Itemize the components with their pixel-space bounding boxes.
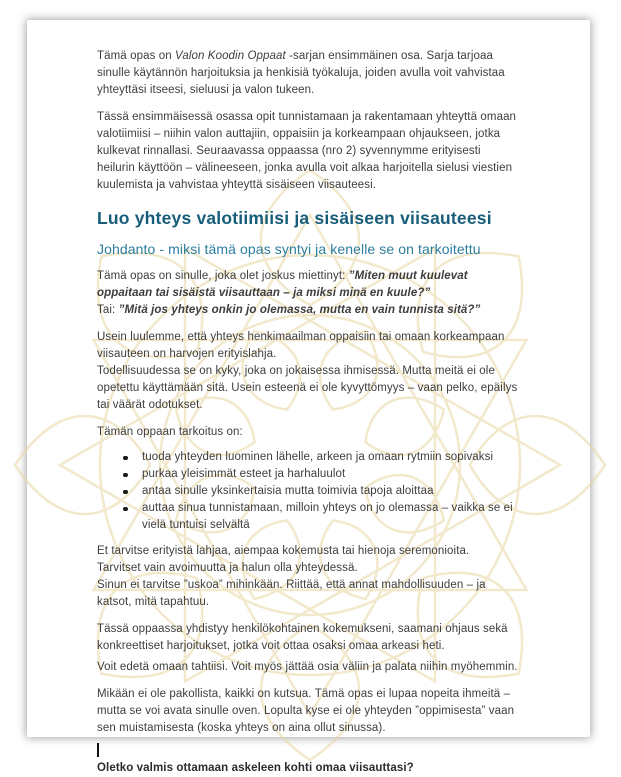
quote-1: ”Miten muut kuulevat oppaitaan tai sisäistä viisauttaan – ja miksi minä en kuule?” bbox=[97, 270, 468, 299]
audience-paragraph bbox=[97, 268, 520, 319]
document-page[interactable] bbox=[27, 20, 590, 774]
no-requirements-paragraph bbox=[97, 543, 520, 611]
invitation-paragraph: Mikään ei ole pakollista, kaikki on kutsua. Tämä opas ei lupaa nopeita ihmeitä – mutta se voi avata sinulle oven. Lopulta kyse ei ole yhteyden ”oppimisesta” vaan sen muistamisesta (koska yhteys on aina ollut sinussa). bbox=[97, 688, 515, 734]
purpose-list bbox=[97, 449, 520, 534]
series-title: Valon Koodin Oppaat bbox=[175, 50, 286, 62]
no-req-line-3: Sinun ei tarvitse ”uskoa” mihinkään. Riittää, että annat mahdollisuuden – ja katsot, mitä tapahtuu. bbox=[97, 579, 486, 608]
guide-content-paragraph bbox=[97, 621, 520, 676]
section-heading: Luo yhteys valotiimiisi ja sisäiseen viisauteesi bbox=[97, 208, 492, 228]
intro-paragraph bbox=[97, 48, 520, 99]
quote-2-prefix: Tai: bbox=[97, 304, 119, 316]
text-cursor bbox=[97, 743, 99, 757]
intro-text-pre: Tämä opas on bbox=[97, 50, 176, 62]
quote-2-line bbox=[97, 302, 520, 319]
belief-line-2: Todellisuudessa se on kyky, joka on jokaisessa ihmisessä. Mutta meitä ei ole opetettu käyttämään sitä. Usein esteenä ei ole kyvyttömyys – vaan pelko, epäilys tai väärät odotukset. bbox=[97, 365, 518, 411]
closing-question: Oletko valmis ottamaan askeleen kohti omaa viisauttasi? bbox=[97, 762, 414, 774]
section-subheading: Johdanto - miksi tämä opas syntyi ja kenelle se on tarkoitettu bbox=[97, 241, 481, 257]
list-item: purkaa yleisimmät esteet ja harhaluulot bbox=[142, 466, 520, 483]
document-body[interactable] bbox=[27, 20, 590, 774]
no-req-line-2: Tarvitset vain avoimuutta ja halun olla yhteydessä. bbox=[97, 562, 358, 574]
belief-paragraph bbox=[97, 329, 520, 414]
list-item: tuoda yhteyden luominen lähelle, arkeen ja omaan rytmiin sopivaksi bbox=[142, 449, 520, 466]
list-item: auttaa sinua tunnistamaan, milloin yhteys on jo olemassa – vaikka se ei vielä tuntuisi selvältä bbox=[142, 500, 520, 534]
guide-content-line: Tässä oppaassa yhdistyy henkilökohtainen kokemukseni, saamani ohjaus sekä konkreettiset harjoitukset, jotka voit ottaa osaksi omaa arkeasi heti. bbox=[97, 623, 508, 652]
audience-text: Tämä opas on sinulle, joka olet joskus miettinyt: bbox=[97, 270, 349, 282]
series-overview-paragraph: Tässä ensimmäisessä osassa opit tunnistamaan ja rakentamaan yhteyttä omaan valotiimiisi – niihin valon auttajiin, oppaisiin ja korkeampaan ohjaukseen, jotka kulkevat rinnallasi. Seuraavassa oppaassa (nro 2) syvennymme erityisesti heilurin käyttöön – välineeseen, jonka avulla voit alkaa harjoitella sielusi viestien kuulemista ja vahvistaa yhteyttä sisäiseen viisauteesi. bbox=[97, 111, 517, 191]
quote-2: ”Mitä jos yhteys onkin jo olemassa, mutta en vain tunnista sitä?” bbox=[118, 304, 481, 316]
intro-text-post: -sarjan ensimmäinen osa. Sarja tarjoaa sinulle käytännön harjoituksia ja henkisiä työkaluja, joiden avulla voit vahvistaa yhteyttäsi itseesi, sieluusi ja valon tukeen. bbox=[97, 50, 505, 96]
list-item: antaa sinulle yksinkertaisia mutta toimivia tapoja aloittaa bbox=[142, 483, 520, 500]
belief-line-1: Usein luulemme, että yhteys henkimaailman oppaisiin tai omaan korkeampaan viisauteen on harvojen erityislahja. bbox=[97, 331, 505, 360]
own-pace-line: Voit edetä omaan tahtiisi. Voit myös jättää osia väliin ja palata niihin myöhemmin. bbox=[97, 661, 518, 673]
no-req-line-1: Et tarvitse erityistä lahjaa, aiempaa kokemusta tai hienoja seremonioita. bbox=[97, 545, 470, 557]
purpose-lead: Tämän oppaan tarkoitus on: bbox=[97, 426, 243, 438]
